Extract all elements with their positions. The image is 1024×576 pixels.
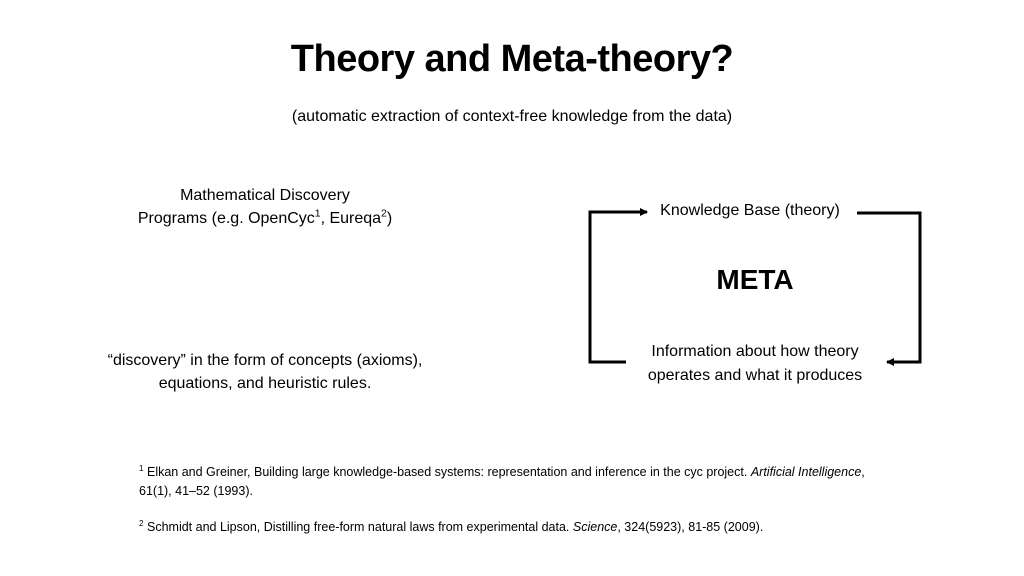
- discovery-form-line2: equations, and heuristic rules.: [158, 375, 372, 392]
- theory-info-line2: operates and what it produces: [647, 367, 863, 384]
- footnote-marker-1: 1: [314, 208, 321, 220]
- discovery-programs-line1: Mathematical Discovery: [180, 187, 350, 204]
- programs-prefix: Programs (e.g. OpenCyc: [137, 210, 315, 227]
- reference-2-text: Schmidt and Lipson, Distilling free-form natural laws from experimental data.: [143, 520, 573, 534]
- knowledge-base-label: Knowledge Base (theory): [660, 202, 840, 219]
- discovery-programs-text: [110, 184, 420, 230]
- references: [139, 463, 899, 537]
- meta-label: META: [716, 264, 794, 295]
- reference-1-text: Elkan and Greiner, Building large knowledge-based systems: representation and inference in the cyc project.: [143, 465, 751, 479]
- programs-mid: , Eureqa: [320, 210, 382, 227]
- theory-info-label: [620, 340, 890, 388]
- reference-2-journal: Science: [572, 520, 618, 534]
- reference-1-details: , 61(1), 41–52 (1993).: [139, 465, 865, 498]
- slide-title: Theory and Meta-theory?: [290, 38, 734, 80]
- programs-suffix: ): [386, 210, 393, 227]
- reference-2-details: , 324(5923), 81-85 (2009).: [617, 520, 764, 534]
- reference-1: [139, 463, 899, 501]
- reference-2-number: 2: [139, 518, 144, 528]
- discovery-form-text: [60, 349, 470, 395]
- discovery-programs-line2: [110, 207, 420, 230]
- footnote-marker-2: 2: [381, 208, 387, 220]
- discovery-form-line1: “discovery” in the form of concepts (axioms),: [107, 352, 423, 369]
- theory-info-line1: Information about how theory: [651, 343, 859, 360]
- reference-1-number: 1: [139, 463, 144, 473]
- slide-subtitle: (automatic extraction of context-free knowledge from the data): [291, 108, 733, 125]
- reference-1-journal: Artificial Intelligence: [750, 465, 862, 479]
- reference-2: [139, 518, 899, 537]
